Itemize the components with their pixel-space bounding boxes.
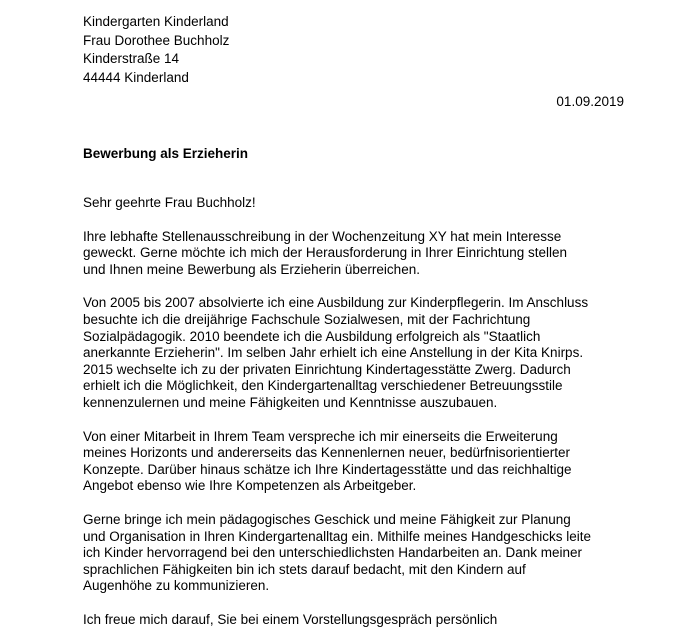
- text-line: Ihre lebhafte Stellenausschreibung in der Wochenzeitung XY hat mein Interesse: [83, 228, 562, 244]
- text-line: Von einer Mitarbeit in Ihrem Team verspreche ich mir einerseits die Erweiterung: [83, 428, 558, 444]
- text-line: Angebot ebenso wie Ihre Kompetenzen als Arbeitgeber.: [83, 478, 417, 494]
- recipient-line: 44444 Kinderland: [83, 69, 189, 85]
- text-line: meines Horizonts und andererseits das Kennenlernen neuer, bedürfnisorientierter: [83, 445, 571, 461]
- text-line: anerkannte Erzieherin". Im selben Jahr erhielt ich eine Anstellung in der Kita Knirps.: [83, 345, 584, 361]
- paragraph: [83, 429, 643, 495]
- text-line: kennenzulernen und meine Fähigkeiten und Kenntnisse auszubauen.: [83, 394, 498, 410]
- letter-date: 01.09.2019: [556, 94, 624, 109]
- letter-body: [83, 195, 643, 628]
- text-line: Gerne bringe ich mein pädagogisches Geschick und meine Fähigkeit zur Planung: [83, 511, 571, 527]
- paragraph: [83, 612, 643, 629]
- text-line: Sozialpädagogik. 2010 beendete ich die Ausbildung erfolgreich als "Staatlich: [83, 328, 541, 344]
- salutation: Sehr geehrte Frau Buchholz!: [83, 195, 256, 210]
- text-line: besuchte ich die dreijährige Fachschule Sozialwesen, mit der Fachrichtung: [83, 311, 531, 327]
- text-line: Ich freue mich darauf, Sie bei einem Vorstellungsgespräch persönlich: [83, 611, 498, 627]
- text-line: ich Kinder hervorragend bei den unterschiedlichsten Handarbeiten an. Dank meiner: [83, 545, 583, 561]
- recipient-line: Kindergarten Kinderland: [83, 14, 229, 29]
- recipient-line: Frau Dorothee Buchholz: [83, 32, 230, 48]
- letter-subject: Bewerbung als Erzieherin: [83, 146, 249, 161]
- text-line: 2015 wechselte ich zu der privaten Einrichtung Kindertagesstätte Zwerg. Dadurch: [83, 361, 571, 377]
- text-line: Von 2005 bis 2007 absolvierte ich eine Ausbildung zur Kinderpflegerin. Im Anschluss: [83, 295, 589, 311]
- text-line: und Organisation in Ihren Kindergartenalltag ein. Mithilfe meines Handgeschicks leite: [83, 528, 592, 544]
- text-line: erhielt ich die Möglichkeit, den Kindergartenalltag verschiedener Betreuungsstile: [83, 378, 563, 394]
- paragraph: [83, 512, 643, 595]
- text-line: Augenhöhe zu kommunizieren.: [83, 578, 270, 594]
- recipient-address: [83, 13, 229, 87]
- text-line: Konzepte. Darüber hinaus schätze ich Ihre Kindertagesstätte und das reichhaltige: [83, 461, 572, 477]
- recipient-line: Kinderstraße 14: [83, 51, 180, 66]
- text-line: und Ihnen meine Bewerbung als Erzieherin überreichen.: [83, 261, 420, 277]
- paragraph: [83, 229, 643, 279]
- text-line: geweckt. Gerne möchte ich mich der Herausforderung in Ihrer Einrichtung stellen: [83, 245, 567, 261]
- text-line: sprachlichen Fähigkeiten bin ich stets darauf bedacht, mit den Kindern auf: [83, 561, 526, 577]
- paragraph: [83, 295, 643, 411]
